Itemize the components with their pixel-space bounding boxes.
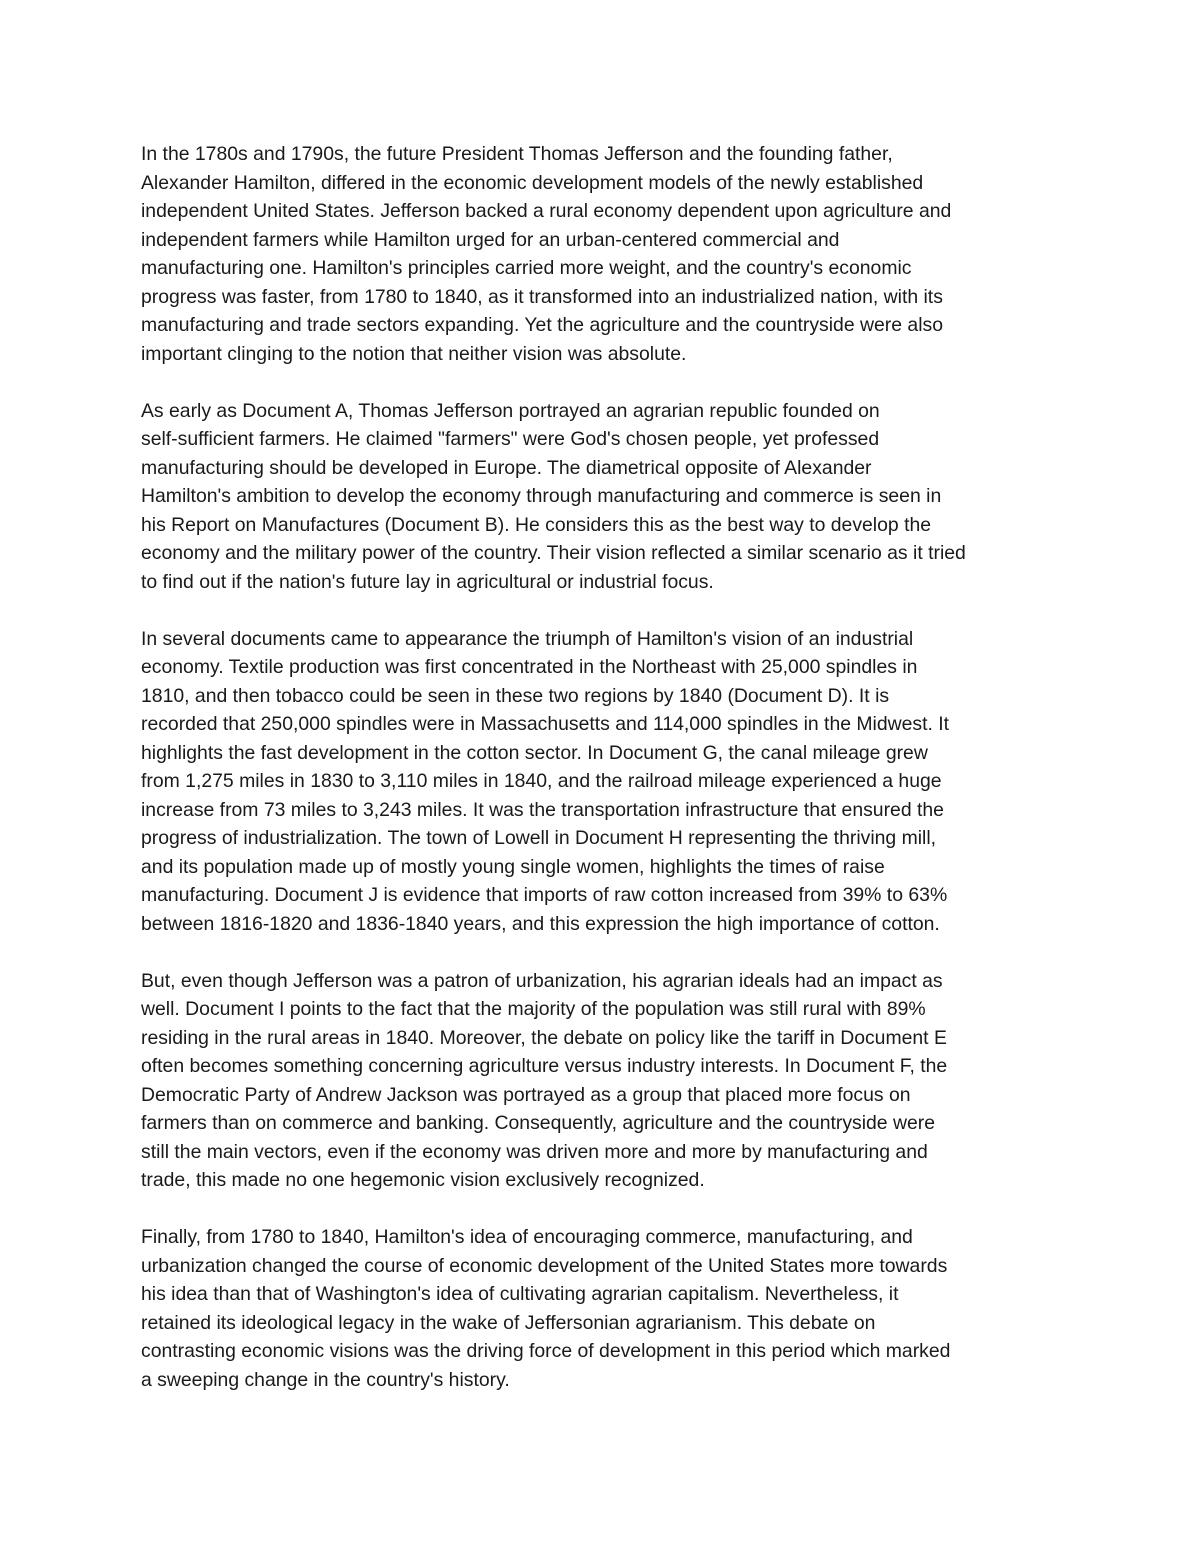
text-line: important clinging to the notion that neither vision was absolute.: [141, 342, 687, 365]
text-line: retained its ideological legacy in the wake of Jeffersonian agrarianism. This debate on: [141, 1311, 876, 1334]
paragraph-4: [141, 967, 1066, 1195]
text-line: independent farmers while Hamilton urged for an urban-centered commercial and: [141, 228, 840, 251]
text-line: progress was faster, from 1780 to 1840, as it transformed into an industrialized nation, with its: [141, 285, 943, 308]
text-line: progress of industrialization. The town of Lowell in Document H representing the thriving mill,: [141, 827, 937, 849]
text-line: highlights the fast development in the cotton sector. In Document G, the canal mileage grew: [141, 741, 928, 764]
text-line: between 1816-1820 and 1836-1840 years, and this expression the high importance of cotton.: [141, 912, 940, 935]
text-line: and its population made up of mostly young single women, highlights the times of raise: [141, 855, 885, 878]
text-line: a sweeping change in the country's history.: [141, 1368, 510, 1391]
text-line: As early as Document A, Thomas Jefferson portrayed an agrarian republic founded on: [141, 399, 880, 422]
text-line: economy. Textile production was first concentrated in the Northeast with 25,000 spindles in: [141, 656, 918, 678]
text-line: often becomes something concerning agriculture versus industry interests. In Document F, the: [141, 1055, 948, 1077]
paragraph-3: [141, 625, 1066, 939]
text-line: recorded that 250,000 spindles were in Massachusetts and 114,000 spindles in the Midwest. It: [141, 713, 950, 735]
text-line: residing in the rural areas in 1840. Moreover, the debate on policy like the tariff in Document E: [141, 1026, 947, 1049]
text-line: farmers than on commerce and banking. Consequently, agriculture and the countryside were: [141, 1112, 936, 1134]
text-line: manufacturing. Document J is evidence that imports of raw cotton increased from 39% to 63%: [141, 884, 948, 906]
text-line: But, even though Jefferson was a patron of urbanization, his agrarian ideals had an impact as: [141, 969, 943, 992]
text-line: Democratic Party of Andrew Jackson was portrayed as a group that placed more focus on: [141, 1083, 911, 1106]
text-line: manufacturing and trade sectors expanding. Yet the agriculture and the countryside were also: [141, 314, 943, 336]
text-line: trade, this made no one hegemonic vision exclusively recognized.: [141, 1169, 705, 1191]
text-line: urbanization changed the course of economic development of the United States more towards: [141, 1254, 948, 1277]
text-line: independent United States. Jefferson backed a rural economy dependent upon agriculture and: [141, 200, 952, 222]
text-line: contrasting economic visions was the driving force of development in this period which marked: [141, 1340, 951, 1362]
text-line: his Report on Manufactures (Document B). He considers this as the best way to develop the: [141, 513, 932, 536]
text-line: his idea than that of Washington's idea of cultivating agrarian capitalism. Nevertheless, it: [141, 1283, 899, 1305]
text-line: self-sufficient farmers. He claimed "farmers" were God's chosen people, yet professed: [141, 428, 880, 450]
text-line: manufacturing should be developed in Europe. The diametrical opposite of Alexander: [141, 456, 872, 479]
document-body: [141, 140, 1066, 1423]
text-line: In several documents came to appearance the triumph of Hamilton's vision of an industrial: [141, 627, 914, 650]
text-line: to find out if the nation's future lay in agricultural or industrial focus.: [141, 570, 714, 593]
text-line: In the 1780s and 1790s, the future President Thomas Jefferson and the founding father,: [141, 143, 893, 165]
text-line: economy and the military power of the country. Their vision reflected a similar scenario as it tried: [141, 542, 966, 564]
paragraph-1: [141, 140, 1066, 368]
paragraph-5: [141, 1223, 1066, 1394]
text-line: from 1,275 miles in 1830 to 3,110 miles in 1840, and the railroad mileage experienced a huge: [141, 770, 942, 792]
text-line: well. Document I points to the fact that the majority of the population was still rural with 89%: [141, 998, 926, 1020]
text-line: Finally, from 1780 to 1840, Hamilton's idea of encouraging commerce, manufacturing, and: [141, 1226, 913, 1248]
paragraph-2: [141, 397, 1066, 597]
text-line: increase from 73 miles to 3,243 miles. It was the transportation infrastructure that ensured the: [141, 798, 944, 821]
text-line: still the main vectors, even if the economy was driven more and more by manufacturing and: [141, 1140, 928, 1163]
text-line: Hamilton's ambition to develop the economy through manufacturing and commerce is seen in: [141, 485, 942, 507]
text-line: manufacturing one. Hamilton's principles carried more weight, and the country's economic: [141, 257, 912, 279]
text-line: 1810, and then tobacco could be seen in these two regions by 1840 (Document D). It is: [141, 684, 890, 707]
text-line: Alexander Hamilton, differed in the economic development models of the newly established: [141, 171, 924, 194]
